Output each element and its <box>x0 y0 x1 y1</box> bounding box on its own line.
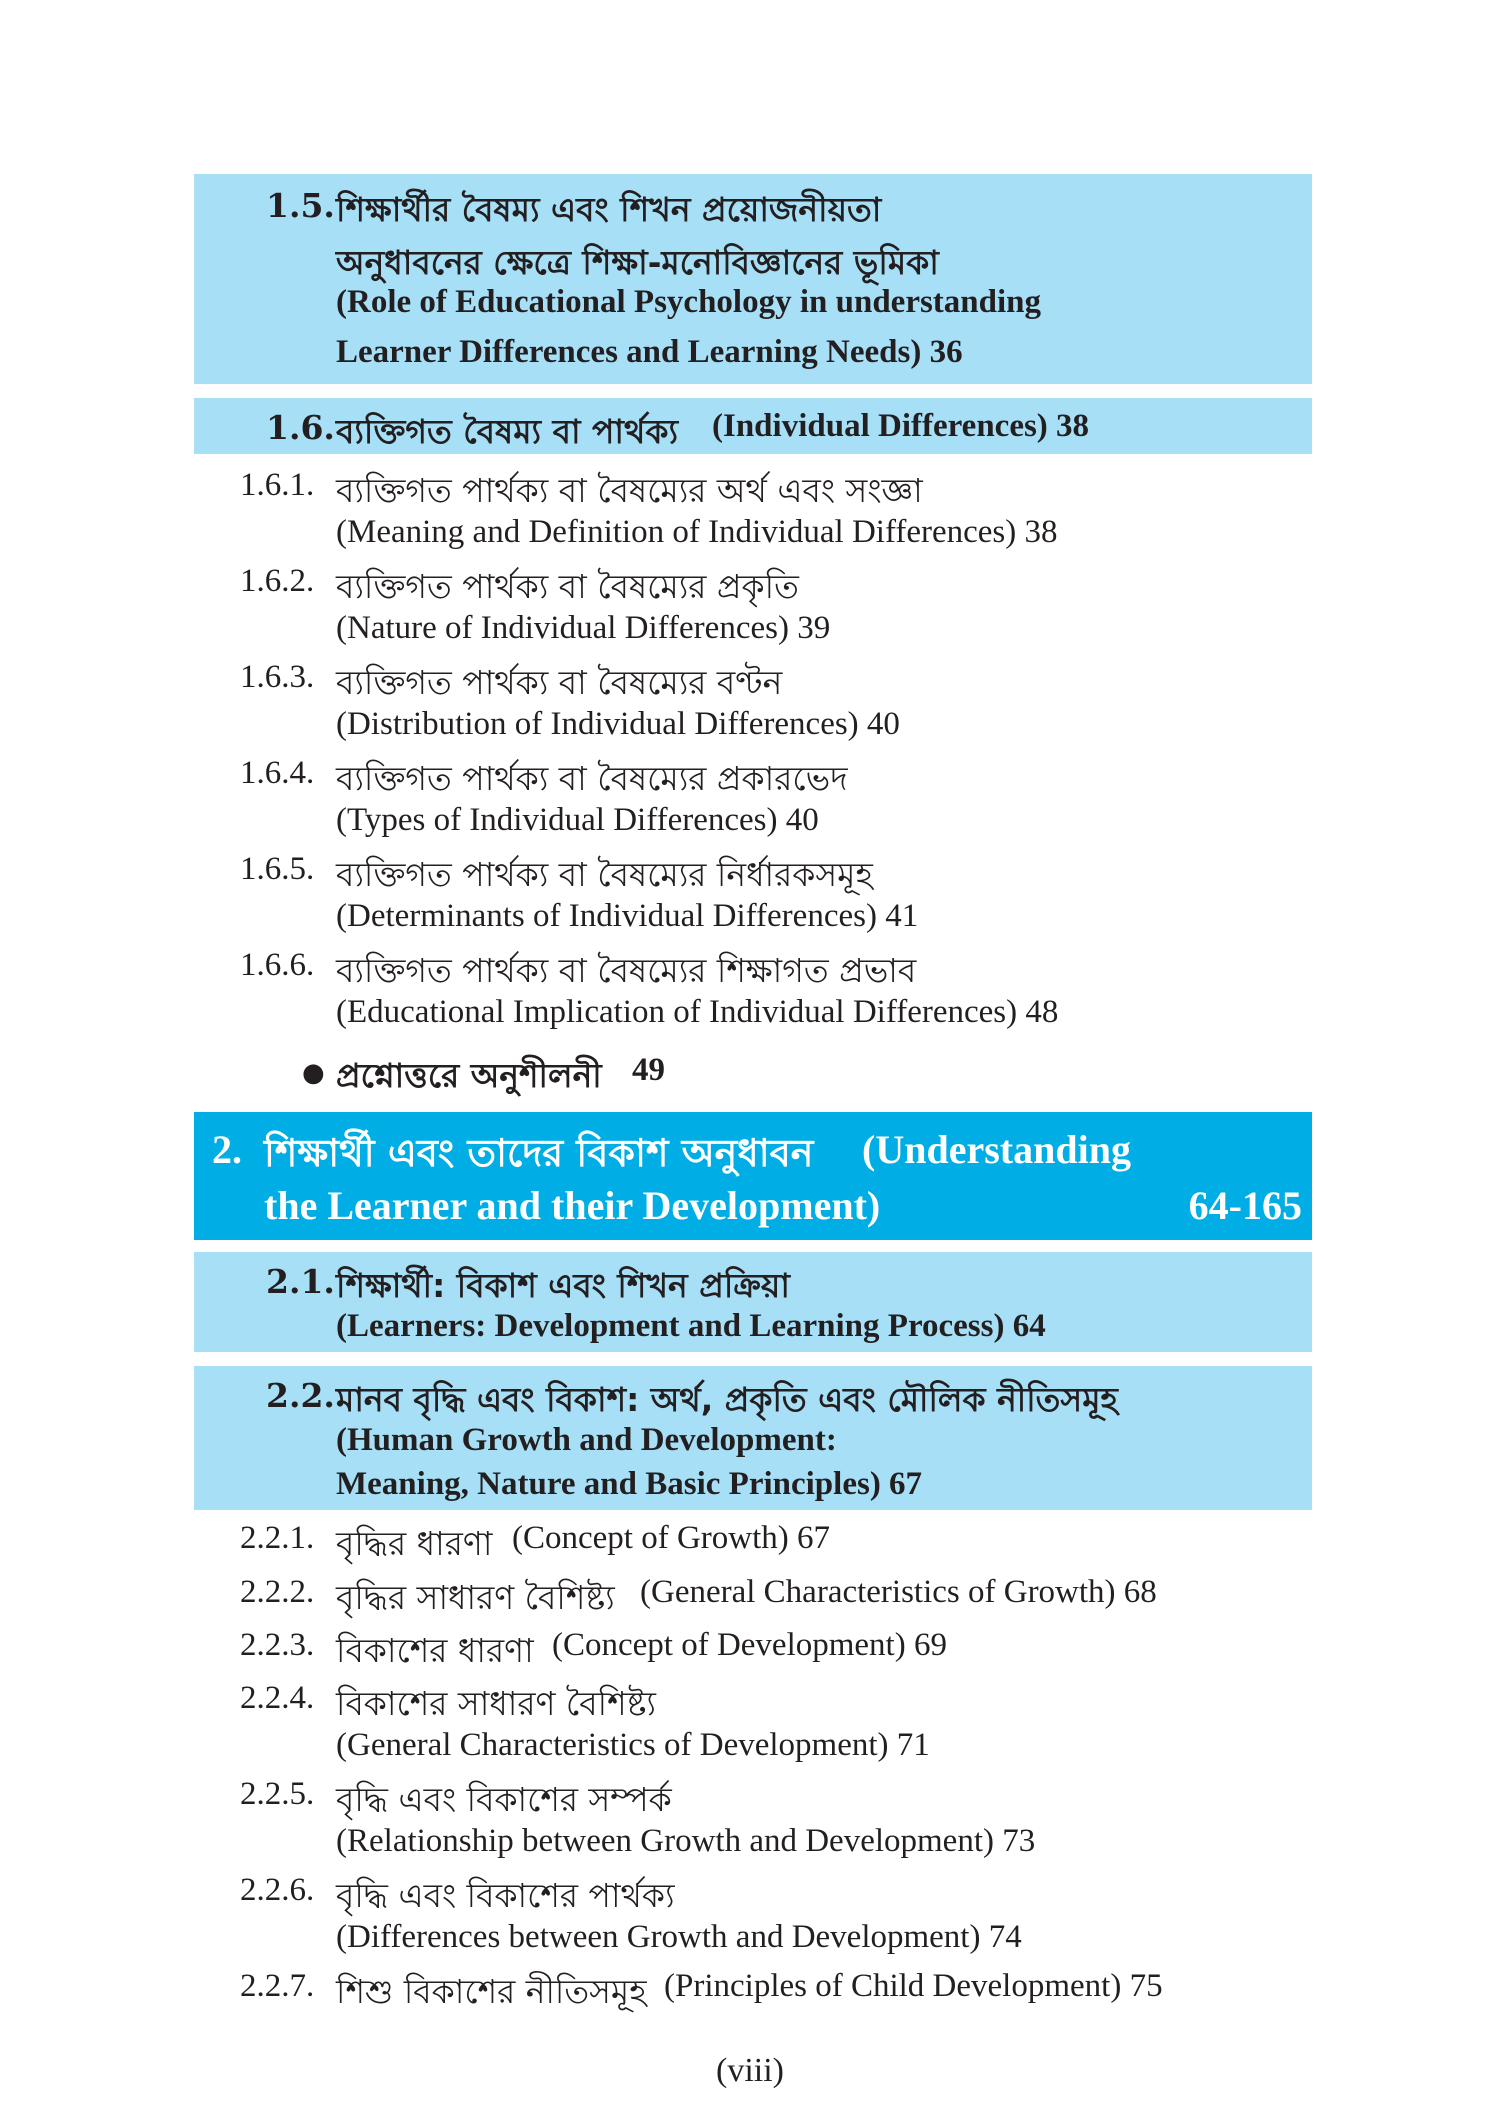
section-title-en: (Human Growth and Development: <box>336 1422 837 1458</box>
section-2-1-box <box>194 1252 1312 1352</box>
subsection-title-bn: ব্যক্তিগত পার্থক্য বা বৈষম্যের বণ্টন <box>336 663 783 702</box>
subsection-title-en: (Nature of Individual Differences) 39 <box>336 610 831 646</box>
subsection-title-en: (General Characteristics of Growth) 68 <box>640 1574 1157 1610</box>
chapter-2-banner <box>194 1112 1312 1240</box>
subsection-title-bn: ব্যক্তিগত পার্থক্য বা বৈষম্যের প্রকৃতি <box>336 567 799 606</box>
section-title-bn: শিক্ষার্থীর বৈষম্য এবং শিখন প্রয়োজনীয়তা <box>336 190 882 229</box>
section-title-bn: অনুধাবনের ক্ষেত্রে শিক্ষা-মনোবিজ্ঞানের ভূমিকা <box>336 243 939 282</box>
exercise-page: 49 <box>632 1052 665 1088</box>
section-title-bn: ব্যক্তিগত বৈষম্য বা পার্থক্য <box>336 412 679 451</box>
exercise-title: প্রশ্নোত্তরে অনুশীলনী <box>336 1056 602 1095</box>
subsection-title-en: (Concept of Development) 69 <box>552 1627 947 1663</box>
subsection-title-bn: বৃদ্ধি এবং বিকাশের পার্থক্য <box>336 1876 675 1915</box>
subsection-number: 1.6.6. <box>240 947 315 983</box>
section-number: 1.6. <box>266 408 335 447</box>
chapter-pages: 64-165 <box>1188 1183 1302 1228</box>
subsection-title-bn: বৃদ্ধি এবং বিকাশের সম্পর্ক <box>336 1780 672 1819</box>
subsection-number: 1.6.3. <box>240 659 315 695</box>
subsection-title-bn: শিশু বিকাশের নীতিসমূহ <box>336 1972 647 2011</box>
subsection-number: 1.6.5. <box>240 851 315 887</box>
subsection-number: 1.6.4. <box>240 755 315 791</box>
subsection-number: 2.2.2. <box>240 1574 315 1610</box>
chapter-title-en: the Learner and their Development) <box>264 1183 881 1228</box>
chapter-title-bn: শিক্ষার্থী এবং তাদের বিকাশ অনুধাবন <box>264 1131 814 1175</box>
subsection-title-bn: ব্যক্তিগত পার্থক্য বা বৈষম্যের অর্থ এবং সংজ্ঞা <box>336 471 923 510</box>
section-2-2-box <box>194 1366 1312 1510</box>
section-number: 2.1. <box>266 1262 335 1301</box>
subsection-number: 2.2.7. <box>240 1968 315 2004</box>
section-title-en: (Learners: Development and Learning Process) 64 <box>336 1308 1046 1344</box>
subsection-title-bn: বিকাশের সাধারণ বৈশিষ্ট্য <box>336 1684 656 1723</box>
subsection-title-bn: ব্যক্তিগত পার্থক্য বা বৈষম্যের প্রকারভেদ <box>336 759 848 798</box>
section-number: 1.5. <box>266 186 335 225</box>
section-title-bn: মানব বৃদ্ধি এবং বিকাশ: অর্থ, প্রকৃতি এবং মৌলিক নীতিসমূহ <box>336 1380 1118 1419</box>
subsection-number: 2.2.1. <box>240 1520 315 1556</box>
subsection-title-en: (Relationship between Growth and Development) 73 <box>336 1823 1036 1859</box>
section-title-en: (Role of Educational Psychology in understanding <box>336 284 1042 320</box>
chapter-title-en: (Understanding <box>862 1127 1131 1172</box>
subsection-title-en: (Distribution of Individual Differences) 40 <box>336 706 900 742</box>
section-title-en: (Individual Differences) 38 <box>712 408 1090 444</box>
subsection-title-en: (Types of Individual Differences) 40 <box>336 802 819 838</box>
section-1-5-box <box>194 174 1312 384</box>
subsection-title-en: (Principles of Child Development) 75 <box>664 1968 1163 2004</box>
section-number: 2.2. <box>266 1376 335 1415</box>
subsection-title-en: (Differences between Growth and Development) 74 <box>336 1919 1022 1955</box>
subsection-title-en: (Educational Implication of Individual Differences) 48 <box>336 994 1059 1030</box>
subsection-number: 2.2.4. <box>240 1680 315 1716</box>
section-title-en: Meaning, Nature and Basic Principles) 67 <box>336 1466 923 1502</box>
subsection-title-bn: ব্যক্তিগত পার্থক্য বা বৈষম্যের নির্ধারকসমূহ <box>336 855 873 894</box>
subsection-title-bn: বৃদ্ধির ধারণা <box>336 1524 493 1563</box>
subsection-title-en: (Determinants of Individual Differences) 41 <box>336 898 919 934</box>
subsection-number: 1.6.2. <box>240 563 315 599</box>
chapter-number: 2. <box>212 1127 242 1172</box>
subsection-title-bn: বিকাশের ধারণা <box>336 1631 534 1670</box>
subsection-title-en: (General Characteristics of Development) 71 <box>336 1727 930 1763</box>
subsection-title-bn: বৃদ্ধির সাধারণ বৈশিষ্ট্য <box>336 1578 615 1617</box>
bullet-icon: ● <box>302 1058 325 1088</box>
subsection-title-en: (Concept of Growth) 67 <box>512 1520 831 1556</box>
subsection-number: 1.6.1. <box>240 467 315 503</box>
subsection-number: 2.2.3. <box>240 1627 315 1663</box>
subsection-title-en: (Meaning and Definition of Individual Differences) 38 <box>336 514 1058 550</box>
subsection-number: 2.2.6. <box>240 1872 315 1908</box>
section-title-bn: শিক্ষার্থী: বিকাশ এবং শিখন প্রক্রিয়া <box>336 1266 790 1305</box>
subsection-title-bn: ব্যক্তিগত পার্থক্য বা বৈষম্যের শিক্ষাগত প্রভাব <box>336 951 917 990</box>
page-number: (viii) <box>716 2052 784 2089</box>
section-title-en: Learner Differences and Learning Needs) 36 <box>336 334 963 370</box>
subsection-number: 2.2.5. <box>240 1776 315 1812</box>
section-1-6-box <box>194 398 1312 454</box>
